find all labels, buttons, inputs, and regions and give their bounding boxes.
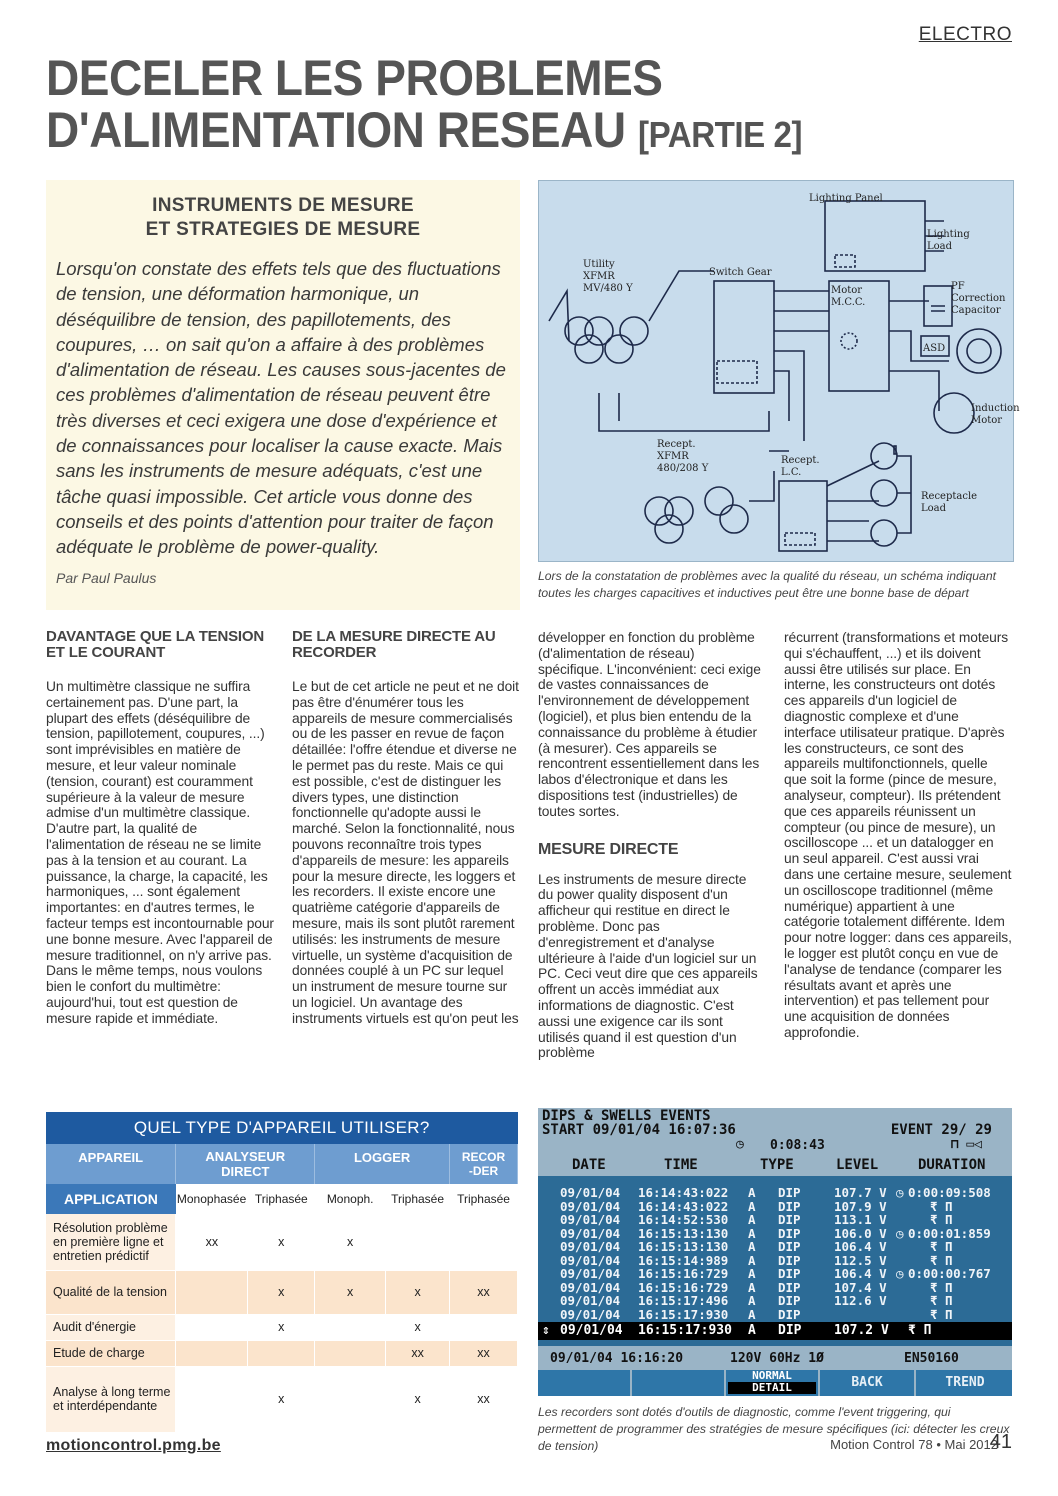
- label-receptacle-2: Load: [921, 503, 947, 514]
- selected-flag-icon: ₹ Π: [908, 1323, 932, 1338]
- event-phase: A: [748, 1225, 756, 1241]
- event-type: DIP: [778, 1198, 801, 1214]
- event-level: 113.1 V: [834, 1212, 887, 1227]
- status-standard: EN50160: [904, 1351, 959, 1366]
- toggle-normal-label: NORMAL: [752, 1369, 792, 1382]
- column-4-text: récurrent (transformations et moteurs qui s'échauffent, ...) et ils doivent aussi être utilisés sur place. En interne, les constructeurs ont dotés ces appareils d'un logiciel de diagnostic complexe et d'une interface utilisateur pratique. D'après les constructeurs, ce sont des appareils multifonctionnels, quelle que soit la forme (pince de mesure, analyseur, compteur). Ils prétendent que ces appareils réunissent un compteur (ou pince de mesure), un oscilloscope ... et un datalogger en un seul appareil. C'est aussi vrai dans une certaine mesure, seulement un oscilloscope traditionnel (même numérique) appartient à une catégorie totalement différente. Idem pour notre logger: dans ces appareils, le logger est plutôt conçu en vue de l'analyse de tendance (comparer les résultats avant et après une intervention) et pas tellement pour une acquisition de données approfondie.: [784, 630, 1012, 1040]
- event-phase: A: [748, 1252, 756, 1268]
- label-recept-lc-1: Recept.: [781, 455, 820, 466]
- event-level: 107.7 V: [834, 1185, 887, 1200]
- label-utility-3: MV/480 Y: [583, 283, 633, 294]
- page-number: 41: [989, 1431, 1012, 1453]
- event-date: 09/01/04: [560, 1266, 621, 1281]
- cell: x: [315, 1270, 386, 1314]
- toggle-detail-label: DETAIL: [728, 1382, 816, 1394]
- label-induction-2: Motor: [971, 415, 1003, 426]
- event-date: 09/01/04: [560, 1185, 621, 1200]
- device-table: [46, 1112, 518, 1433]
- schematic-figure: [538, 180, 1020, 562]
- event-time: 16:15:13:130: [638, 1225, 729, 1241]
- cell: [248, 1340, 315, 1366]
- row-label: Audit d'énergie: [46, 1314, 176, 1340]
- event-type: DIP: [778, 1225, 801, 1241]
- label-utility-2: XFMR: [583, 271, 615, 282]
- figure2-caption: Les recorders sont dotés d'outils de diagnostic, comme l'event triggering, qui permettent de programmer des stratégies de mesure spécifiques (ici: détecter les creux de tension): [538, 1405, 1010, 1453]
- sub-head-2: Triphasée: [248, 1184, 315, 1214]
- label-utility-1: Utility: [583, 259, 615, 270]
- selected-type: DIP: [778, 1323, 802, 1338]
- table-row: [46, 1270, 518, 1314]
- event-phase: A: [748, 1185, 756, 1200]
- byline: Par Paul Paulus: [56, 570, 157, 586]
- dip-flag-icon: ₹ Π: [930, 1306, 953, 1322]
- event-date: 09/01/04: [560, 1239, 621, 1254]
- table-row: [46, 1366, 518, 1432]
- event-row[interactable]: [538, 1308, 1012, 1321]
- screen-col-time: TIME: [664, 1157, 698, 1173]
- event-type: DIP: [778, 1239, 801, 1254]
- event-time: 16:15:17:496: [638, 1293, 729, 1308]
- event-date: 09/01/04: [560, 1252, 621, 1268]
- cell: [315, 1366, 386, 1432]
- event-row[interactable]: [538, 1186, 1012, 1199]
- row-head-application: APPLICATION: [46, 1184, 176, 1214]
- selected-event-row[interactable]: [538, 1322, 1012, 1340]
- screen-status-bar: [538, 1346, 1012, 1370]
- column-2: [292, 629, 520, 1027]
- event-row[interactable]: [538, 1227, 1012, 1240]
- col-head-recorder-2: -DER: [468, 1164, 499, 1178]
- event-date: 09/01/04: [560, 1212, 621, 1227]
- label-recept-xfmr-3: 480/208 Y: [657, 463, 709, 474]
- section-tag: ELECTRO: [918, 24, 1012, 45]
- cell: xx: [176, 1214, 248, 1270]
- dip-flag-icon: ₹ Π: [930, 1239, 953, 1254]
- screen-clock-icon: ◷: [736, 1137, 744, 1152]
- event-level: 107.4 V: [834, 1279, 887, 1295]
- event-level: 112.6 V: [834, 1293, 887, 1308]
- label-lighting-load-2: Load: [927, 241, 953, 252]
- cell: [315, 1340, 386, 1366]
- screen-event-count: EVENT 29/ 29: [890, 1122, 992, 1138]
- dip-flag-icon: ₹ Π: [930, 1279, 953, 1295]
- softkey-bar: [538, 1370, 1012, 1396]
- column-3-text-1: développer en fonction du problème (d'alimentation de réseau) spécifique. L'inconvénient: ceci exige de vastes connaissances de l'environnement de développement (logiciel), et plus bien entendu de la connaissance du problème à étudier (à mesurer). Ces appareils se rencontrent essentiellement dans les labos d'électronique et dans les dispositions test (industrielles) de toutes sortes.: [538, 630, 761, 819]
- screen-title: DIPS & SWELLS EVENTS: [542, 1108, 711, 1124]
- label-switch-gear: Switch Gear: [709, 267, 772, 278]
- table-row: [46, 1214, 518, 1270]
- trend-button[interactable]: TREND: [914, 1370, 1014, 1396]
- event-type: DIP: [778, 1185, 801, 1200]
- title-line-1: DECELER LES PROBLEMES: [46, 50, 663, 106]
- label-lighting-panel: Lighting Panel: [809, 193, 883, 204]
- softkey-2[interactable]: [632, 1370, 726, 1396]
- column-1-heading: DAVANTAGE QUE LA TENSION ET LE COURANT: [46, 628, 264, 661]
- sub-head-1: Monophasée: [176, 1184, 248, 1214]
- event-duration: 0:00:09:508: [908, 1185, 991, 1200]
- column-3: [538, 630, 762, 1061]
- screen-header: [538, 1108, 1012, 1154]
- label-asd: ASD: [923, 343, 946, 354]
- cell: [176, 1314, 248, 1340]
- cell: x: [248, 1270, 315, 1314]
- cell: xx: [386, 1340, 450, 1366]
- duration-clock-icon: ◷: [896, 1225, 904, 1241]
- dip-flag-icon: ₹ Π: [930, 1212, 953, 1227]
- event-phase: A: [748, 1198, 756, 1214]
- event-time: 16:14:43:022: [638, 1198, 729, 1214]
- label-lighting-load-1: Lighting: [927, 229, 970, 240]
- col-head-recorder-1: RECOR: [461, 1150, 506, 1164]
- event-phase: A: [748, 1266, 756, 1281]
- selected-time: 16:15:17:930: [638, 1323, 732, 1338]
- intro-heading: [46, 194, 520, 242]
- row-label: Qualité de la tension: [46, 1270, 176, 1314]
- label-recept-xfmr-2: XFMR: [657, 451, 689, 462]
- dip-flag-icon: ₹ Π: [930, 1198, 953, 1214]
- event-type: DIP: [778, 1279, 801, 1295]
- screen-start: START 09/01/04 16:07:36: [542, 1122, 736, 1138]
- event-phase: A: [748, 1212, 756, 1227]
- label-pf-1: PF: [951, 281, 965, 292]
- cell: x: [386, 1366, 450, 1432]
- event-row[interactable]: [538, 1254, 1012, 1267]
- label-pf-3: Capacitor: [951, 305, 1001, 316]
- event-row[interactable]: [538, 1267, 1012, 1280]
- dip-flag-icon: ₹ Π: [930, 1252, 953, 1268]
- row-label: Analyse à long terme et interdépendante: [46, 1366, 176, 1432]
- event-date: 09/01/04: [560, 1225, 621, 1241]
- screen-col-duration: DURATION: [918, 1157, 986, 1173]
- event-level: 107.9 V: [834, 1198, 887, 1214]
- title-line-2: [46, 104, 948, 161]
- intro-heading-line-2: ET STRATEGIES DE MESURE: [145, 219, 421, 240]
- cell: [315, 1314, 386, 1340]
- cell: xx: [450, 1340, 518, 1366]
- selected-marker-icon: ⇕: [542, 1323, 550, 1338]
- event-phase: A: [748, 1239, 756, 1254]
- event-level: 112.5 V: [834, 1252, 887, 1268]
- normal-detail-toggle[interactable]: [728, 1370, 816, 1396]
- cell: [176, 1270, 248, 1314]
- cell: x: [248, 1214, 315, 1270]
- event-time: 16:14:52:530: [638, 1212, 729, 1227]
- col-head-analyseur: [176, 1144, 315, 1184]
- softkey-1[interactable]: [538, 1370, 632, 1396]
- duration-clock-icon: ◷: [896, 1266, 904, 1281]
- col-head-logger: LOGGER: [315, 1144, 450, 1184]
- event-type: DIP: [778, 1293, 801, 1308]
- event-type: DIP: [778, 1212, 801, 1227]
- sub-head-5: Triphasée: [450, 1184, 518, 1214]
- event-time: 16:15:16:729: [638, 1266, 729, 1281]
- dip-flag-icon: ₹ Π: [930, 1293, 953, 1308]
- event-phase: A: [748, 1293, 756, 1308]
- col-head-analyseur-2: DIRECT: [221, 1164, 270, 1179]
- event-level: 106.4 V: [834, 1266, 887, 1281]
- cell: [450, 1314, 518, 1340]
- column-1-text: Un multimètre classique ne suffira certainement pas. D'une part, la plupart des effets (déséquilibre de tension, papillotement, coupures, ...) sont imprévisibles en matière de mesure, et leur valeur nominale (tension, courant) est couramment supérieure à la valeur de mesure admise d'un multimètre classique. D'autre part, la qualité de l'alimentation de réseau ne se limite pas à la tension et au courant. La puissance, la charge, la capacité, les harmoniques, ... sont également importantes: en d'autres termes, le facteur temps est incontournable pour une bonne mesure. Avec l'appareil de mesure traditionnel, on n'y arrive pas. Dans le même temps, nous voulons bien le confort du multimètre: aujourd'hui, tout est question de mesure rapide et immédiate.: [46, 679, 274, 1026]
- label-induction-1: Induction: [971, 403, 1020, 414]
- event-level: 106.0 V: [834, 1225, 887, 1241]
- figure1-caption: Lors de la constatation de problèmes avec la qualité du réseau, un schéma indiquant toutes les charges capacitives et inductives peut être une bonne base de départ: [538, 569, 997, 600]
- event-date: 09/01/04: [560, 1293, 621, 1308]
- event-date: 09/01/04: [560, 1198, 621, 1214]
- column-3-text-2: Les instruments de mesure directe du power quality disposent d'un afficheur qui restitue en direct le problème. Donc pas d'enregistrement et d'analyse ultérieure à l'aide d'un logiciel sur un PC. Ceci veut dire que ces appareils offrent un accès immédiat aux informations de diagnostic. C'est aussi une exigence car ils sont utilisés quand il est question d'un problème: [538, 871, 758, 1061]
- intro-heading-line-1: INSTRUMENTS DE MESURE: [152, 195, 414, 216]
- col-head-recorder: [450, 1144, 518, 1184]
- back-button[interactable]: BACK: [818, 1370, 914, 1396]
- cell: [176, 1340, 248, 1366]
- label-motor-1: Motor: [831, 285, 863, 296]
- table-row: [46, 1314, 518, 1340]
- selected-t: A: [748, 1323, 756, 1338]
- event-date: 09/01/04: [560, 1279, 621, 1295]
- event-type: DIP: [778, 1306, 801, 1322]
- selected-level: 107.2 V: [834, 1323, 889, 1338]
- cell: [386, 1214, 450, 1270]
- column-2-heading: DE LA MESURE DIRECTE AU RECORDER: [292, 628, 496, 661]
- screen-col-level: LEVEL: [836, 1157, 879, 1173]
- table-row: [46, 1340, 518, 1366]
- screen-elapsed: 0:08:43: [770, 1138, 825, 1153]
- cell: xx: [450, 1366, 518, 1432]
- table-title: QUEL TYPE D'APPAREIL UTILISER?: [46, 1112, 518, 1144]
- screen-col-type: TYPE: [760, 1157, 794, 1173]
- intro-lead: Lorsqu'on constate des effets tels que des fluctuations de tension, une déformation harmonique, un déséquilibre de tension, des papillotements, des coupures, … on sait qu'on a affaire à des problèmes d'alimentation de réseau. Les causes sous-jacentes de ces problèmes d'alimentation de réseau peuvent être très diverses et ceci exigera une dose d'expérience et de connaissances pour localiser la cause exacte. Mais sans les instruments de mesure adéquats, c'est une tâche quasi impossible. Cet article vous donne des conseils et des points d'attention pour traiter de façon adéquate le problème de power-quality.: [56, 258, 506, 558]
- issue-info: Motion Control 78 • Mai 2012: [830, 1437, 998, 1452]
- cell: [450, 1214, 518, 1270]
- cell: x: [386, 1270, 450, 1314]
- column-1: [46, 629, 274, 1027]
- event-time: 16:15:17:930: [638, 1306, 729, 1322]
- recorder-screen: [538, 1108, 1012, 1396]
- event-row[interactable]: [538, 1240, 1012, 1253]
- intro-box: [46, 180, 520, 610]
- cell: x: [315, 1214, 386, 1270]
- website-link[interactable]: motioncontrol.pmg.be: [46, 1437, 221, 1454]
- selected-date: 09/01/04: [560, 1323, 623, 1338]
- event-row[interactable]: [538, 1213, 1012, 1226]
- event-row[interactable]: [538, 1294, 1012, 1307]
- event-duration: 0:00:01:859: [908, 1225, 991, 1241]
- label-pf-2: Correction: [951, 293, 1006, 304]
- label-recept-xfmr-1: Recept.: [657, 439, 696, 450]
- event-phase: A: [748, 1279, 756, 1295]
- col-head-appareil: APPAREIL: [46, 1144, 176, 1184]
- duration-clock-icon: ◷: [896, 1185, 904, 1200]
- title-part: [PARTIE 2]: [638, 114, 803, 155]
- col-head-analyseur-1: ANALYSEUR: [205, 1149, 286, 1164]
- event-time: 16:14:43:022: [638, 1185, 729, 1200]
- label-recept-lc-2: L.C.: [781, 467, 802, 478]
- schematic-diagram: [539, 181, 1020, 561]
- event-level: 106.4 V: [834, 1239, 887, 1254]
- event-time: 16:15:16:729: [638, 1279, 729, 1295]
- title-line-2-text: D'ALIMENTATION RESEAU: [46, 102, 626, 158]
- event-phase: A: [748, 1306, 756, 1322]
- row-label: Résolution problème en première ligne et entretien prédictif: [46, 1214, 176, 1270]
- sub-head-4: Triphasée: [386, 1184, 450, 1214]
- cell: x: [248, 1366, 315, 1432]
- sub-head-3: Monoph.: [315, 1184, 386, 1214]
- cell: xx: [450, 1270, 518, 1314]
- event-type: DIP: [778, 1252, 801, 1268]
- label-motor-2: M.C.C.: [831, 297, 866, 308]
- event-row[interactable]: [538, 1200, 1012, 1213]
- screen-column-headers: [538, 1154, 1012, 1176]
- event-time: 16:15:14:989: [638, 1252, 729, 1268]
- column-2-text: Le but de cet article ne peut et ne doit pas être d'énumérer tous les appareils de mesure commercialisés ou de les passer en revue de façon détaillée: l'offre étendue et diverse ne le permet pas du reste. Mais ce qui est possible, c'est de distinguer les divers types, une distinction fonctionnelle qu'adopte aussi le marché. Selon la fonctionnalité, nous pouvons reconnaître trois types d'appareils de mesure: les appareils pour la mesure directe, les loggers et les recorders. Il existe encore une quatrième catégorie d'appareils de mesure, mais ils sont plutôt rarement utilisés: les instruments de mesure virtuelle, un système d'acquisition de données couplé à un PC sur lequel un instrument de mesure tourne sur un logiciel. Un avantage des instruments virtuels est qu'on peut les: [292, 679, 519, 1026]
- event-date: 09/01/04: [560, 1306, 621, 1322]
- label-receptacle-1: Receptacle: [921, 491, 978, 502]
- column-4: [784, 630, 1012, 1041]
- cell: x: [386, 1314, 450, 1340]
- battery-plug-icon: ⊓ ▭◁: [950, 1137, 982, 1152]
- status-time: 09/01/04 16:16:20: [550, 1351, 684, 1366]
- event-type: DIP: [778, 1266, 801, 1281]
- article-title: [46, 52, 948, 161]
- row-label: Etude de charge: [46, 1340, 176, 1366]
- column-3-heading: MESURE DIRECTE: [538, 840, 679, 858]
- comparison-table-block: [46, 1112, 518, 1433]
- event-duration: 0:00:00:767: [908, 1266, 991, 1281]
- status-voltage: 120V 60Hz 1Ø: [730, 1351, 824, 1366]
- cell: [176, 1366, 248, 1432]
- cell: x: [248, 1314, 315, 1340]
- event-time: 16:15:13:130: [638, 1239, 729, 1254]
- screen-col-date: DATE: [572, 1157, 606, 1173]
- event-row[interactable]: [538, 1281, 1012, 1294]
